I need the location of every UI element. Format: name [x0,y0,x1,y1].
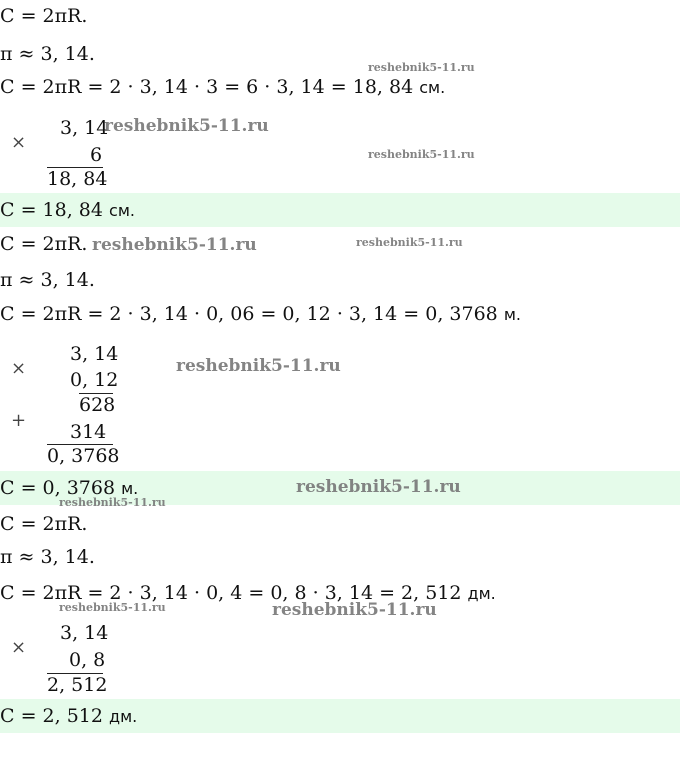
product: 2, 512 [47,674,108,696]
watermark: reshebnik5-11.ru [104,116,269,136]
multiplicand: 3, 14 [70,343,119,365]
multiply-sign: × [11,358,27,379]
multiplicand: 3, 14 [60,117,109,139]
watermark: reshebnik5-11.ru [368,148,475,161]
partial-product-1: 628 [79,394,116,416]
multiplicand: 3, 14 [60,622,109,644]
formula-line-2: C = 2πR. [0,233,88,255]
watermark: reshebnik5-11.ru [356,236,463,249]
answer-box-3 [0,699,680,733]
pi-line-3: π ≈ 3, 14. [0,546,95,568]
formula-line-3: C = 2πR. [0,513,88,535]
partial-product-2: 314 [70,421,107,443]
watermark: reshebnik5-11.ru [296,477,461,497]
answer-expression: C = 2, 512 [0,705,103,727]
calculation-expression: C = 2πR = 2 · 3, 14 · 3 = 6 · 3, 14 = 18, 84 [0,76,414,98]
pi-line-1: π ≈ 3, 14. [0,43,95,65]
plus-sign: + [11,410,27,431]
calculation-expression: C = 2πR = 2 · 3, 14 · 0, 4 = 0, 8 · 3, 14 = 2, 512 [0,582,462,604]
answer-expression: C = 0, 3768 [0,477,116,499]
multiply-sign: × [11,637,27,658]
calculation-expression: C = 2πR = 2 · 3, 14 · 0, 06 = 0, 12 · 3, 14 = 0, 3768 [0,303,498,325]
answer-line-1 [0,198,680,223]
calculation-unit: дм. [467,584,496,603]
calculation-unit: см. [419,78,446,97]
answer-unit: см. [109,201,135,220]
multiplier: 0, 8 [69,649,106,671]
calculation-line-2 [0,302,680,327]
multiplier: 0, 12 [70,369,119,391]
watermark: reshebnik5-11.ru [92,235,257,255]
product: 0, 3768 [47,445,120,467]
calculation-unit: м. [503,305,521,324]
multiply-sign: × [11,132,27,153]
watermark: reshebnik5-11.ru [59,601,166,614]
calculation-line-1 [0,75,680,100]
product: 18, 84 [47,168,108,190]
answer-box-1 [0,193,680,227]
formula-line-1: C = 2πR. [0,5,88,27]
watermark: reshebnik5-11.ru [272,600,437,620]
answer-line-3 [0,704,680,729]
multiplier: 6 [90,144,103,166]
answer-unit: м. [121,479,139,498]
pi-line-2: π ≈ 3, 14. [0,269,95,291]
answer-expression: C = 18, 84 [0,199,103,221]
watermark: reshebnik5-11.ru [368,61,475,74]
answer-unit: дм. [109,707,138,726]
watermark: reshebnik5-11.ru [176,356,341,376]
watermark: reshebnik5-11.ru [59,496,166,509]
